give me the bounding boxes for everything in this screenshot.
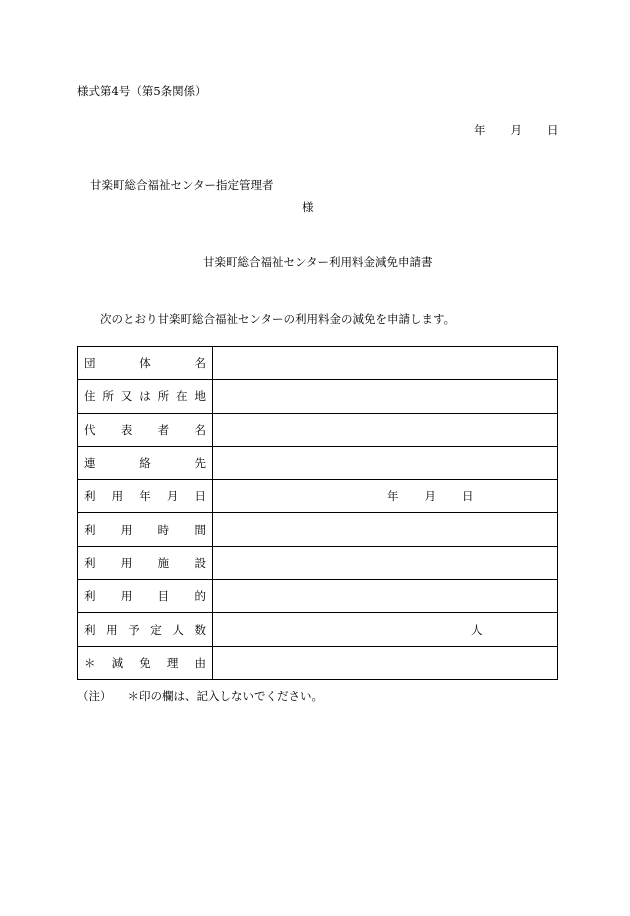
table-row	[78, 413, 558, 446]
row-value-field[interactable]	[213, 380, 558, 413]
document-title: 甘楽町総合福祉センター利用料金減免申請書	[203, 255, 433, 269]
row-value-field[interactable]	[213, 480, 558, 513]
honorific: 様	[302, 200, 314, 214]
date-day: 日	[547, 123, 559, 137]
table-row	[78, 480, 558, 513]
table-row	[78, 580, 558, 613]
usage-date-day: 日	[462, 489, 474, 504]
row-label-text: 利 用 施 設	[84, 555, 206, 570]
usage-date-year: 年	[387, 489, 399, 504]
application-date	[474, 123, 559, 137]
row-value-field[interactable]	[213, 446, 558, 479]
row-label-text: 代 表 者 名	[84, 422, 206, 437]
usage-date-month: 月	[424, 489, 436, 504]
date-month: 月	[510, 123, 522, 137]
date-year: 年	[474, 123, 486, 137]
row-value-field[interactable]	[213, 513, 558, 546]
row-label	[78, 413, 213, 446]
row-value-field[interactable]	[213, 413, 558, 446]
row-label-text: ＊ 減 免 理 由	[84, 655, 206, 670]
table-row	[78, 380, 558, 413]
row-label	[78, 446, 213, 479]
note-prefix: （注）	[77, 689, 112, 703]
form-number: 様式第4号（第5条関係）	[77, 84, 207, 98]
row-label	[78, 347, 213, 380]
row-value-field[interactable]	[213, 347, 558, 380]
row-label	[78, 480, 213, 513]
row-label	[78, 646, 213, 679]
row-label	[78, 613, 213, 646]
row-label	[78, 580, 213, 613]
table-row	[78, 513, 558, 546]
row-label	[78, 380, 213, 413]
table-row	[78, 446, 558, 479]
row-value-field[interactable]	[213, 580, 558, 613]
person-unit: 人	[471, 622, 483, 637]
row-label	[78, 546, 213, 579]
row-value-field[interactable]	[213, 613, 558, 646]
row-label-text: 利 用 時 間	[84, 522, 206, 537]
usage-date	[387, 488, 474, 504]
row-label-text: 団 体 名	[84, 356, 206, 371]
row-value-field[interactable]	[213, 646, 558, 679]
application-table	[77, 346, 558, 680]
row-label	[78, 513, 213, 546]
row-label-text: 連 絡 先	[84, 456, 206, 471]
table-row	[78, 546, 558, 579]
row-label-text: 利 用 予 定 人 数	[84, 622, 206, 637]
note-text: ＊印の欄は、記入しないでください。	[127, 689, 323, 703]
intro-text: 次のとおり甘楽町総合福祉センターの利用料金の減免を申請します。	[100, 312, 456, 326]
footnote	[77, 689, 323, 703]
table-row	[78, 613, 558, 646]
row-value-field[interactable]	[213, 546, 558, 579]
addressee: 甘楽町総合福祉センター指定管理者	[90, 178, 274, 192]
row-label-text: 利 用 目 的	[84, 589, 206, 604]
table-row	[78, 347, 558, 380]
row-label-text: 利 用 年 月 日	[84, 489, 206, 504]
row-label-text: 住 所 又 は 所 在 地	[84, 389, 206, 404]
table-row	[78, 646, 558, 679]
